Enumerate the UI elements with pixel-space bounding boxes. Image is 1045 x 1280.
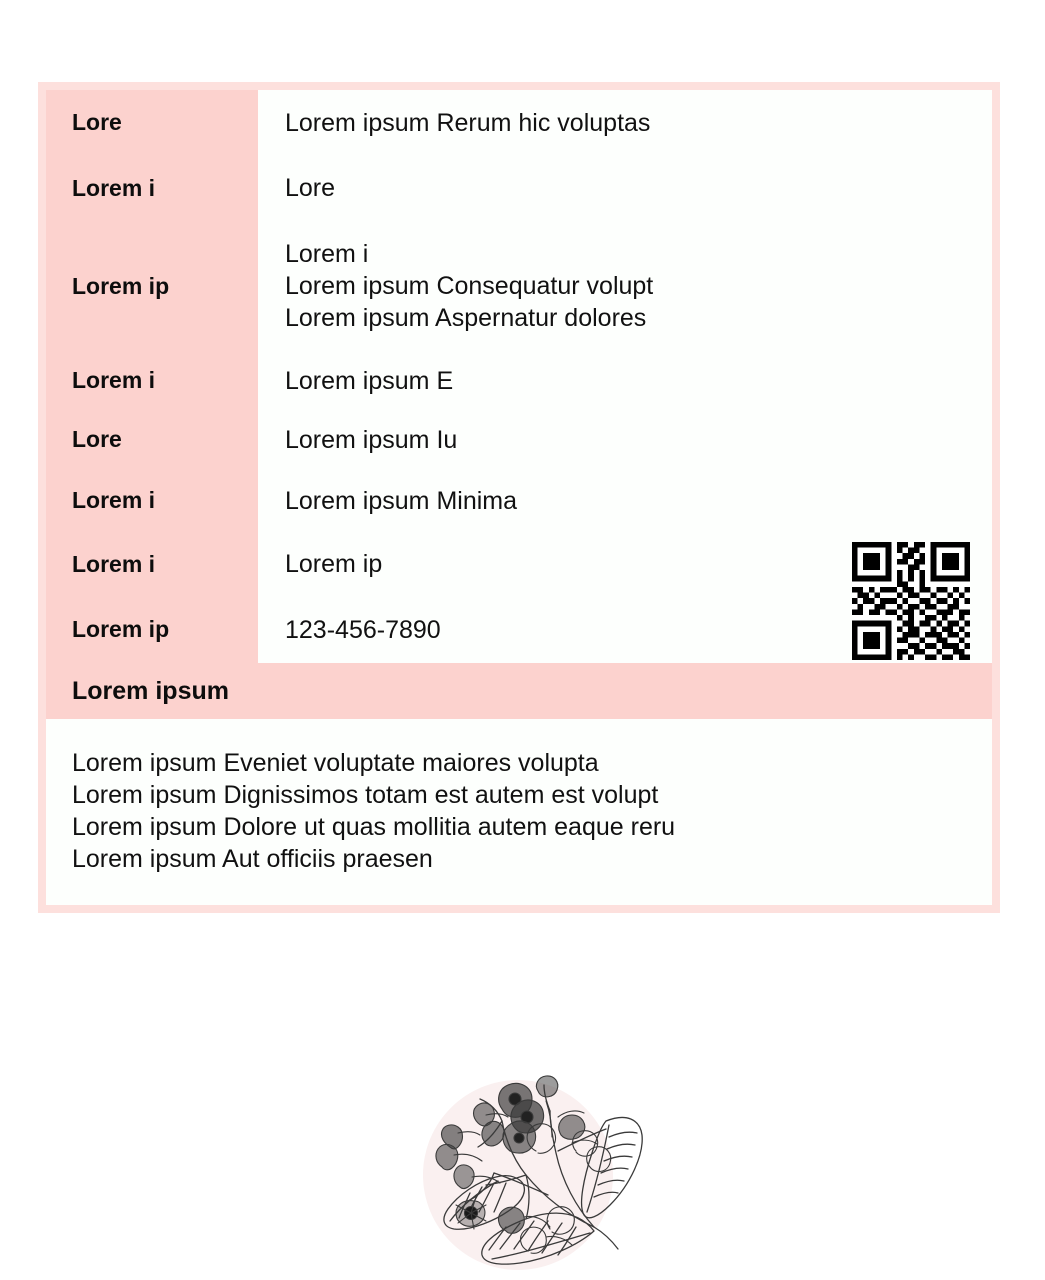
notes-line: Lorem ipsum Aut officiis praesen	[72, 845, 433, 873]
row-value-line: Lore	[285, 174, 336, 202]
row-value	[258, 410, 992, 469]
row-value	[258, 155, 992, 221]
row-value-line: Lorem ipsum E	[285, 366, 454, 395]
section-header-band	[46, 663, 992, 719]
notes-line: Lorem ipsum Dignissimos totam est autem est volupt	[72, 781, 659, 809]
notes-line: Lorem ipsum Eveniet voluptate maiores volupta	[72, 749, 599, 777]
table-row	[46, 155, 992, 221]
section-header-title: Lorem ipsum	[72, 676, 229, 705]
row-value-line: Lorem ipsum Minima	[285, 486, 518, 515]
row-label: Lore	[46, 410, 258, 469]
row-value-line: Lorem ip	[285, 550, 383, 578]
qr-code-icon[interactable]	[852, 542, 970, 660]
row-value-line: 123-456-7890	[285, 615, 441, 644]
row-value-line: Lorem ipsum Iu	[285, 425, 458, 454]
row-value-line: Lorem ipsum Rerum hic voluptas	[285, 108, 651, 137]
table-row	[46, 532, 992, 596]
row-value-line: Lorem i	[285, 240, 369, 268]
row-value	[258, 90, 992, 155]
row-value-line: Lorem ipsum Consequatur volupt	[285, 272, 654, 300]
row-label: Lorem i	[46, 532, 258, 596]
row-label: Lorem i	[46, 469, 258, 532]
table-row	[46, 351, 992, 410]
row-value	[258, 221, 992, 351]
row-label: Lorem i	[46, 155, 258, 221]
table-row	[46, 410, 992, 469]
table-row	[46, 221, 992, 351]
row-value-line: Lorem ipsum Aspernatur dolores	[285, 304, 647, 332]
info-card	[38, 82, 1000, 913]
row-label: Lorem ip	[46, 221, 258, 351]
table-row	[46, 596, 992, 663]
row-value	[258, 351, 992, 410]
botanical-flower-branch-illustration	[398, 1055, 652, 1280]
table-row	[46, 469, 992, 532]
info-table	[46, 90, 992, 663]
notes-block	[46, 719, 992, 905]
notes-line: Lorem ipsum Dolore ut quas mollitia autem eaque reru	[72, 813, 676, 841]
row-label: Lore	[46, 90, 258, 155]
table-row	[46, 90, 992, 155]
row-label: Lorem i	[46, 351, 258, 410]
row-label: Lorem ip	[46, 596, 258, 663]
row-value	[258, 469, 992, 532]
